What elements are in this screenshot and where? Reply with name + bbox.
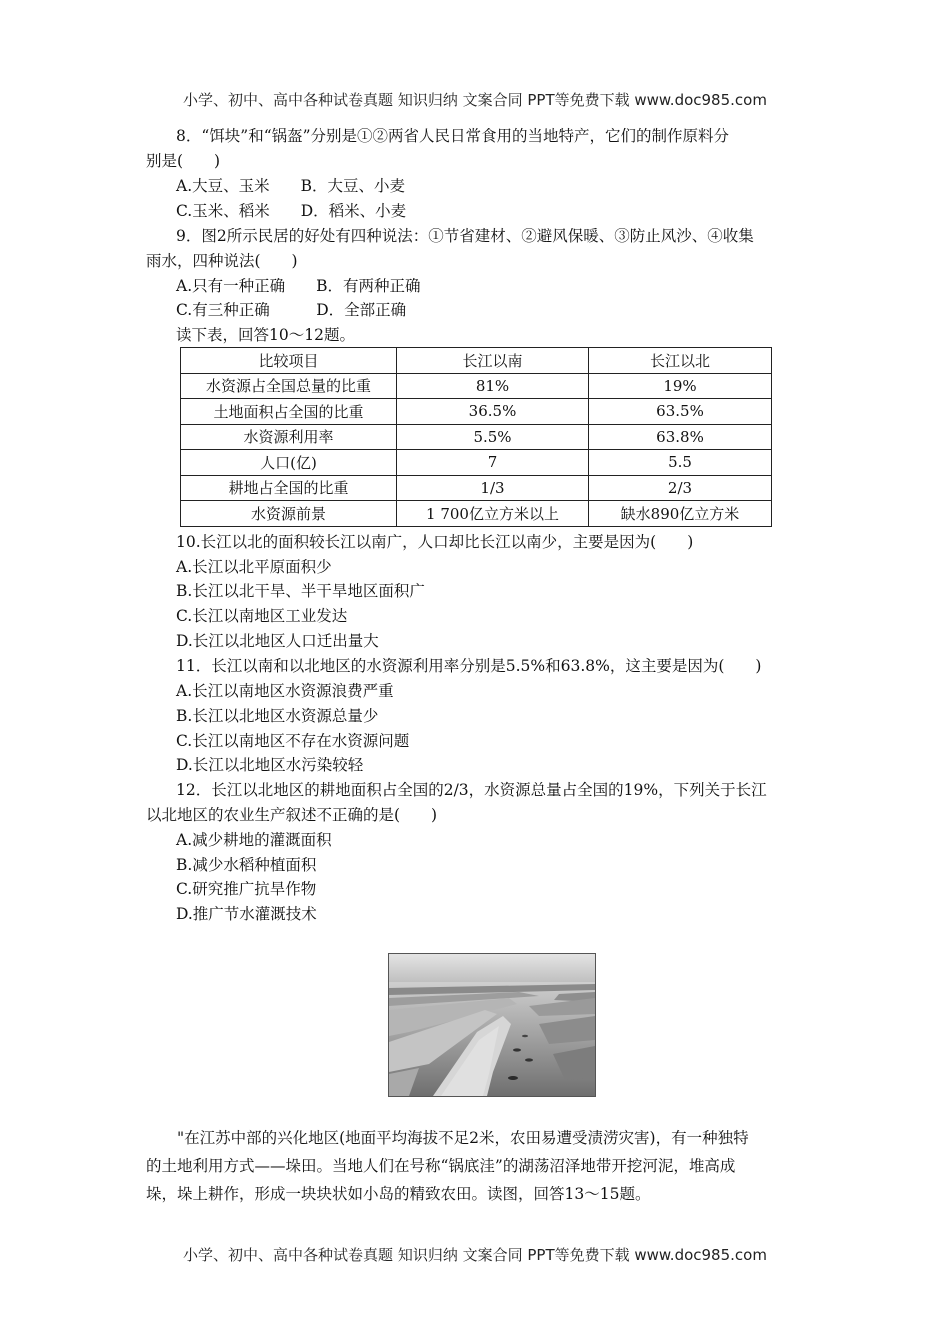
q10-stem: 10.长江以北的面积较长江以南广，人口却比长江以南少，主要是因为( ) [176,533,694,551]
passage-line-2: 的土地利用方式——垛田。当地人们在号称“锅底洼”的湖荡沼泽地带开挖河泥，堆高成 [146,1157,736,1175]
q12-option-d: D.推广节水灌溉技术 [176,905,317,923]
q11-option-c: C.长江以南地区不存在水资源问题 [176,732,410,750]
comparison-table [180,347,772,527]
q12-option-a: A.减少耕地的灌溉面积 [176,831,332,849]
table-cell: 2/3 [589,475,772,501]
table-row [181,373,772,399]
table-cell: 水资源利用率 [181,424,397,450]
passage [146,1124,806,1208]
table-cell: 7 [397,450,589,476]
q12-stem-line2: 以北地区的农业生产叙述不正确的是( ) [146,806,438,824]
table-cell: 5.5 [589,450,772,476]
table-cell: 土地面积占全国的比重 [181,399,397,425]
passage-line-3: 垛，垛上耕作，形成一块块状如小岛的精致农田。读图，回答13～15题。 [146,1185,651,1203]
q10-option-a: A.长江以北平原面积少 [176,558,332,576]
q10-option-c: C.长江以南地区工业发达 [176,607,348,625]
q11-option-d: D.长江以北地区水污染较轻 [176,756,364,774]
table-cell: 1 700亿立方米以上 [397,501,589,527]
table-cell: 81% [397,373,589,399]
table-cell: 耕地占全国的比重 [181,475,397,501]
q11-option-a: A.长江以南地区水资源浪费严重 [176,682,394,700]
q12-option-c: C.研究推广抗旱作物 [176,880,317,898]
q12-option-b: B.减少水稻种植面积 [176,856,317,874]
table-cell: 5.5% [397,424,589,450]
table-cell: 36.5% [397,399,589,425]
q9-stem-line2: 雨水，四种说法( ) [146,252,298,270]
table-row [181,475,772,501]
page-footer: 小学、初中、高中各种试卷真题 知识归纳 文案合同 PPT等免费下载 www.doc985.com [183,1246,767,1264]
q9-options-ab: A.只有一种正确 B．有两种正确 [176,277,421,295]
q9-options-cd: C.有三种正确 D．全部正确 [176,301,407,319]
table-row [181,501,772,527]
table-intro: 读下表，回答10～12题。 [176,326,355,344]
q10-option-d: D.长江以北地区人口迁出量大 [176,632,379,650]
raised-field-photo [388,953,596,1097]
table-cell: 缺水890亿立方米 [589,501,772,527]
table-header-row [181,348,772,374]
q10-option-b: B.长江以北干旱、半干旱地区面积广 [176,582,425,600]
q11-option-b: B.长江以北地区水资源总量少 [176,707,379,725]
q8-stem-line1: 8．“饵块”和“锅盔”分别是①②两省人民日常食用的当地特产，它们的制作原料分 [176,127,730,145]
raised-field-illustration [389,954,595,1096]
table-row [181,450,772,476]
table-cell: 63.5% [589,399,772,425]
table-cell: 1/3 [397,475,589,501]
table-row [181,424,772,450]
header-cell: 长江以北 [589,348,772,374]
table-cell: 63.8% [589,424,772,450]
q11-stem: 11．长江以南和以北地区的水资源利用率分别是5.5%和63.8%，这主要是因为( ) [176,657,762,675]
q9-stem-line1: 9．图2所示民居的好处有四种说法：①节省建材、②避风保暖、③防止风沙、④收集 [176,227,754,245]
table-row [181,399,772,425]
page-header: 小学、初中、高中各种试卷真题 知识归纳 文案合同 PPT等免费下载 www.doc985.com [183,91,767,109]
q8-options-ab: A.大豆、玉米 B．大豆、小麦 [176,177,406,195]
q8-stem-line2: 别是( ) [146,152,221,170]
header-cell: 比较项目 [181,348,397,374]
header-cell: 长江以南 [397,348,589,374]
table-cell: 人口(亿) [181,450,397,476]
table-cell: 水资源占全国总量的比重 [181,373,397,399]
table-cell: 19% [589,373,772,399]
q8-options-cd: C.玉米、稻米 D．稻米、小麦 [176,202,407,220]
table-cell: 水资源前景 [181,501,397,527]
q12-stem-line1: 12．长江以北地区的耕地面积占全国的2/3，水资源总量占全国的19%，下列关于长江 [176,781,767,799]
passage-line-1: "在江苏中部的兴化地区(地面平均海拔不足2米，农田易遭受渍涝灾害)，有一种独特 [177,1129,749,1147]
